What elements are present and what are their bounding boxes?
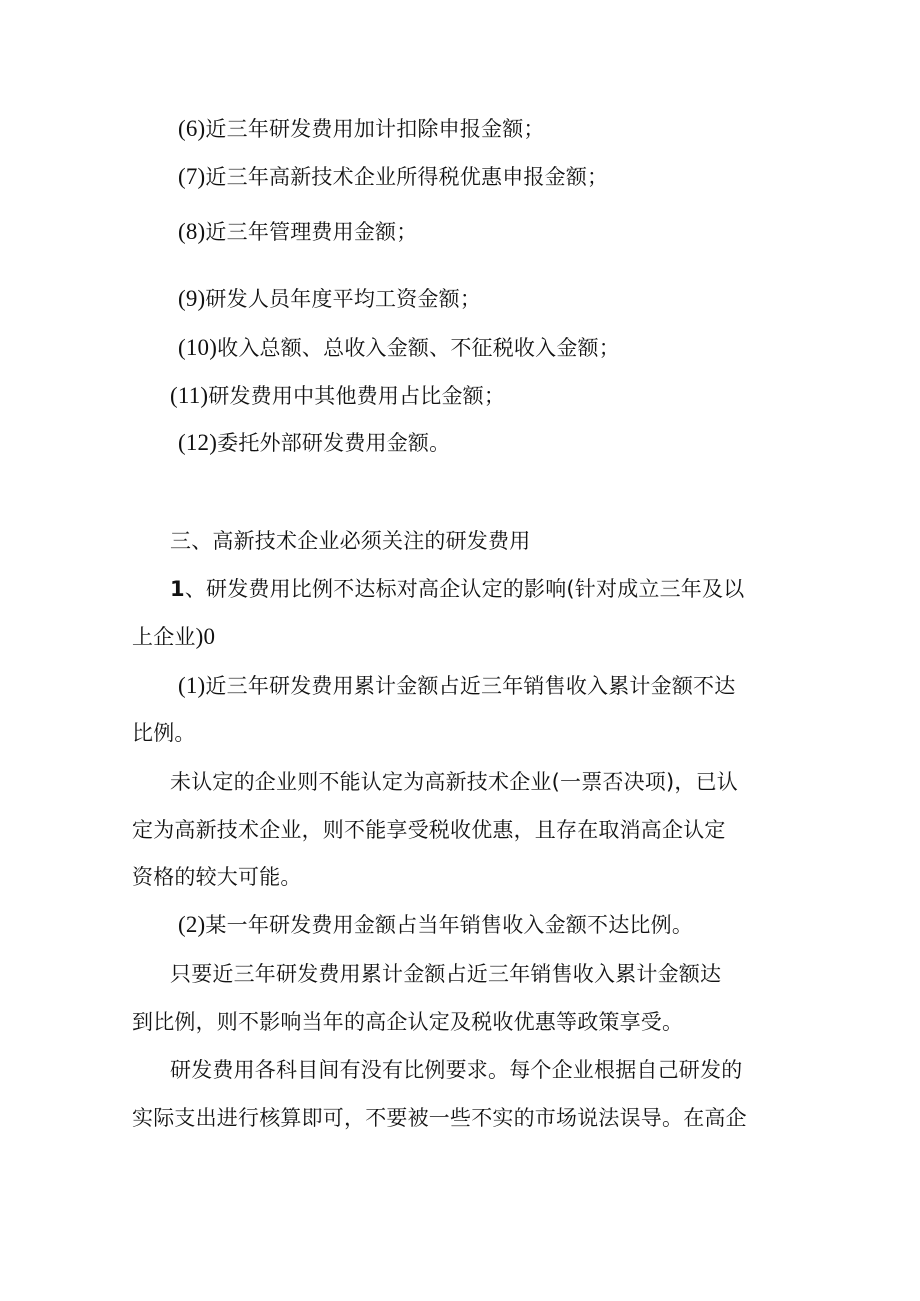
- list-item-number: (7): [178, 164, 206, 189]
- subheading-1-line1: [170, 574, 744, 604]
- list-item-number: (6): [178, 116, 206, 141]
- list-item-6: [178, 114, 545, 144]
- paragraph-1-line1: [178, 671, 735, 701]
- list-item-number: (9): [178, 286, 206, 311]
- paragraph-number: (2): [178, 912, 206, 937]
- subheading-1-line2: [132, 622, 215, 652]
- paragraph-number: (1): [178, 673, 206, 698]
- list-item-7: [178, 162, 608, 192]
- paragraph-1-line2: 比例。: [132, 721, 196, 745]
- list-item-12: [178, 428, 450, 458]
- subheading-text: 、研发费用比例不达标对高企认定的影响(针对成立三年及以: [184, 577, 745, 601]
- paragraph-2-line2: 定为高新技术企业，则不能享受税收优惠，且存在取消高企认定: [132, 818, 726, 842]
- list-item-text: 研发费用中其他费用占比金额；: [208, 384, 506, 408]
- list-item-number: (8): [178, 219, 206, 244]
- list-item-number: (12): [178, 430, 218, 455]
- paragraph-text: 某一年研发费用金额占当年销售收入金额不达比例。: [205, 913, 694, 937]
- subheading-text-end: )0: [195, 624, 216, 649]
- paragraph-2-line3: 资格的较大可能。: [132, 865, 302, 889]
- list-item-text: 收入总额、总收入金额、不征税收入金额；: [217, 336, 620, 360]
- list-item-10: [178, 333, 620, 363]
- list-item-text: 研发人员年度平均工资金额；: [205, 287, 482, 311]
- paragraph-4-line1: 只要近三年研发费用累计金额占近三年销售收入累计金额达: [170, 962, 722, 986]
- list-item-text: 委托外部研发费用金额。: [217, 431, 451, 455]
- subheading-number: 1: [170, 577, 185, 601]
- paragraph-2-line1: 未认定的企业则不能认定为高新技术企业(一票否决项)，已认: [170, 770, 738, 794]
- list-item-number: (11): [170, 383, 209, 408]
- paragraph-text: 近三年研发费用累计金额占近三年销售收入累计金额不达: [205, 674, 736, 698]
- list-item-text: 近三年高新技术企业所得税优惠申报金额；: [205, 165, 609, 189]
- paragraph-5-line1: 研发费用各科目间有没有比例要求。每个企业根据自己研发的: [170, 1058, 743, 1082]
- paragraph-5-line2: 实际支出进行核算即可，不要被一些不实的市场说法误导。在高企: [132, 1106, 747, 1130]
- list-item-9: [178, 284, 481, 314]
- paragraph-4-line2: 到比例，则不影响当年的高企认定及税收优惠等政策享受。: [132, 1010, 684, 1034]
- section-heading: 三、高新技术企业必须关注的研发费用: [170, 529, 531, 553]
- subheading-text-cont: 上企业: [132, 625, 196, 649]
- list-item-11: [170, 381, 505, 411]
- list-item-text: 近三年研发费用加计扣除申报金额；: [205, 117, 545, 141]
- paragraph-3: [178, 910, 693, 940]
- list-item-8: [178, 217, 417, 247]
- list-item-text: 近三年管理费用金额；: [205, 220, 418, 244]
- list-item-number: (10): [178, 335, 218, 360]
